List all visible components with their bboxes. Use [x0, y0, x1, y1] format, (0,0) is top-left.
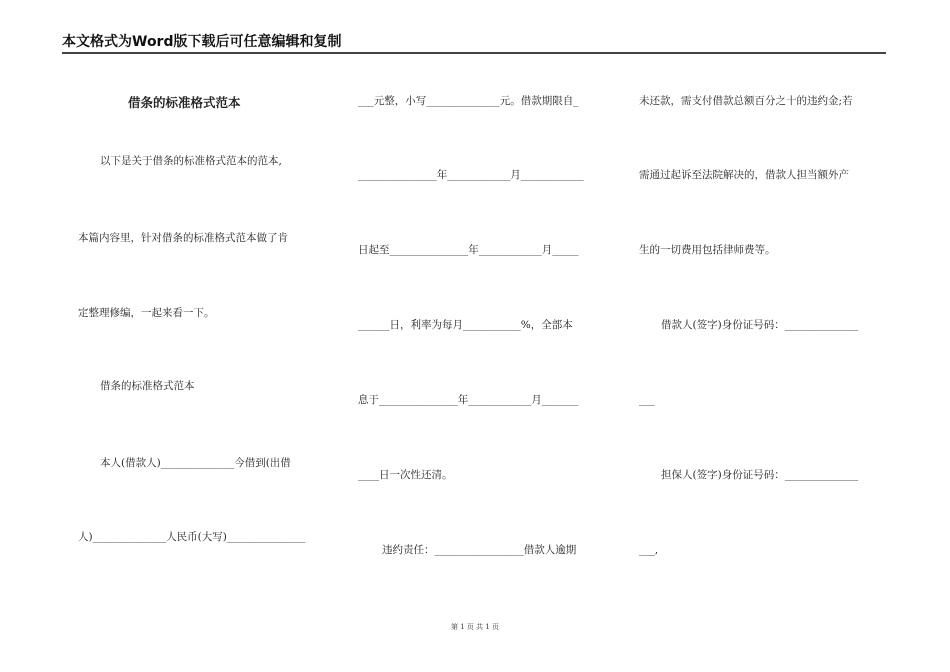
- col2-line-6: ____日一次性还清。: [358, 469, 453, 481]
- col1-line-3: 定整理修编，一起来看一下。: [78, 307, 215, 319]
- col1-line-6: 人)______________人民币(大写)_______________: [78, 531, 306, 543]
- col2-line-7: 违约责任：_________________借款人逾期: [382, 544, 577, 556]
- col1-section-heading: 借条的标准格式范本: [100, 380, 195, 392]
- col2-line-2: _______________年____________月____________: [358, 169, 584, 181]
- col3-borrower-signature: 借款人(签字)身份证号码：______________: [661, 319, 859, 331]
- col2-line-3: 日起至_______________年____________月_____: [358, 244, 579, 256]
- col3-line-2: 需通过起诉至法院解决的，借款人担当额外产: [639, 169, 849, 181]
- col3-line-3: 生的一切费用包括律师费等。: [639, 244, 776, 256]
- col3-line-1: 未还款，需支付借款总额百分之十的违约金;若: [639, 95, 853, 107]
- col1-line-2: 本篇内容里，针对借条的标准格式范本做了肯: [78, 232, 288, 244]
- col2-line-4: ______日，利率为每月___________%，全部本: [358, 319, 573, 331]
- col1-line-1: 以下是关于借条的标准格式范本的范本,: [100, 155, 282, 167]
- col3-line-7: ___,: [639, 544, 659, 556]
- document-title: 借条的标准格式范本: [128, 95, 241, 110]
- col2-line-5: 息于_______________年____________月_______: [358, 394, 579, 406]
- document-header: 本文格式为Word版下载后可任意编辑和复制: [62, 34, 886, 54]
- col3-line-5: ___: [639, 394, 655, 406]
- col1-line-5: 本人(借款人)______________今借到(出借: [100, 457, 291, 469]
- col3-guarantor-signature: 担保人(签字)身份证号码：______________: [661, 469, 859, 481]
- col2-line-1: ___元整，小写______________元。借款期限自_: [358, 95, 579, 107]
- page-footer: 第 1 页 共 1 页: [450, 623, 500, 631]
